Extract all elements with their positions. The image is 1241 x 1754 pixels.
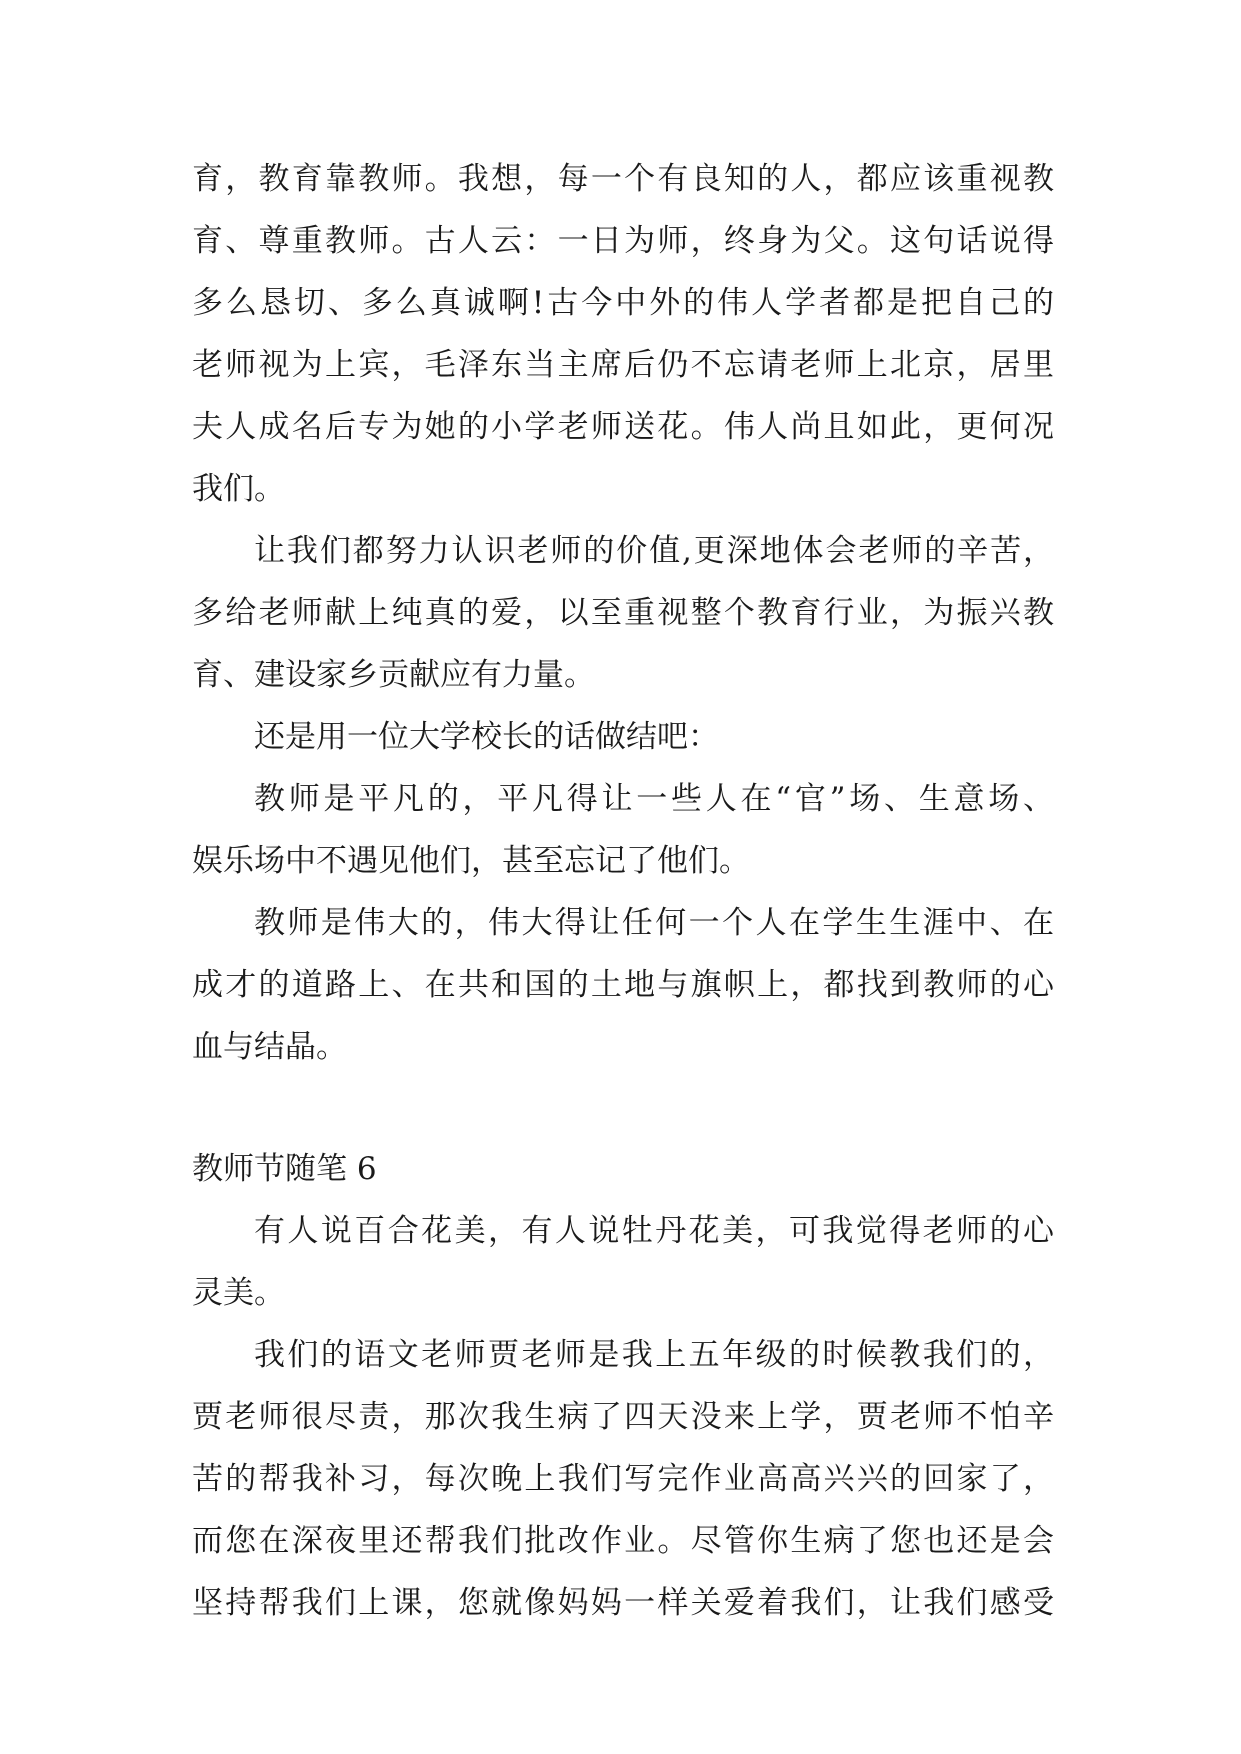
section-gap [192,1078,1054,1138]
paragraph-2-line-2: 多给老师献上纯真的爱，以至重视整个教育行业，为振兴教 [192,595,1054,631]
paragraph-4-line-1: 教师是平凡的，平凡得让一些人在“官”场、生意场、 [254,781,1054,817]
paragraph-4-line-2: 娱乐场中不遇见他们，甚至忘记了他们。 [192,843,750,879]
paragraph-5-line-2: 成才的道路上、在共和国的土地与旗帜上，都找到教师的心 [192,967,1054,1003]
paragraph-1-line-2: 育、尊重教师。古人云：一日为师，终身为父。这句话说得 [192,223,1054,259]
paragraph-1-line-4: 老师视为上宾，毛泽东当主席后仍不忘请老师上北京，居里 [192,347,1054,383]
paragraph-2-line-1: 让我们都努力认识老师的价值,更深地体会老师的辛苦， [254,533,1054,569]
section-paragraph-1-line-1: 有人说百合花美，有人说牡丹花美，可我觉得老师的心 [254,1213,1054,1249]
section-paragraph-1-line-2: 灵美。 [192,1275,285,1311]
section-paragraph-2-line-1: 我们的语文老师贾老师是我上五年级的时候教我们的， [254,1337,1054,1373]
section-paragraph-2-line-3: 苦的帮我补习，每次晚上我们写完作业高高兴兴的回家了， [192,1461,1054,1497]
paragraph-1-line-6: 我们。 [192,471,285,507]
section-paragraph-2-line-4: 而您在深夜里还帮我们批改作业。尽管你生病了您也还是会 [192,1523,1054,1559]
paragraph-1-line-5: 夫人成名后专为她的小学老师送花。伟人尚且如此，更何况 [192,409,1054,445]
paragraph-5-line-3: 血与结晶。 [192,1029,347,1065]
document-body [192,148,1054,1634]
paragraph-3-line-1: 还是用一位大学校长的话做结吧： [254,719,719,755]
paragraph-1-line-3: 多么恳切、多么真诚啊!古今中外的伟人学者都是把自己的 [192,285,1054,321]
section-title: 教师节随笔 6 [192,1151,377,1187]
paragraph-5-line-1: 教师是伟大的，伟大得让任何一个人在学生生涯中、在 [254,905,1054,941]
section-paragraph-2-line-5: 坚持帮我们上课，您就像妈妈一样关爱着我们，让我们感受 [192,1585,1054,1621]
paragraph-2-line-3: 育、建设家乡贡献应有力量。 [192,657,595,693]
paragraph-1-line-1: 育，教育靠教师。我想，每一个有良知的人，都应该重视教 [192,161,1054,197]
section-paragraph-2-line-2: 贾老师很尽责，那次我生病了四天没来上学，贾老师不怕辛 [192,1399,1054,1435]
